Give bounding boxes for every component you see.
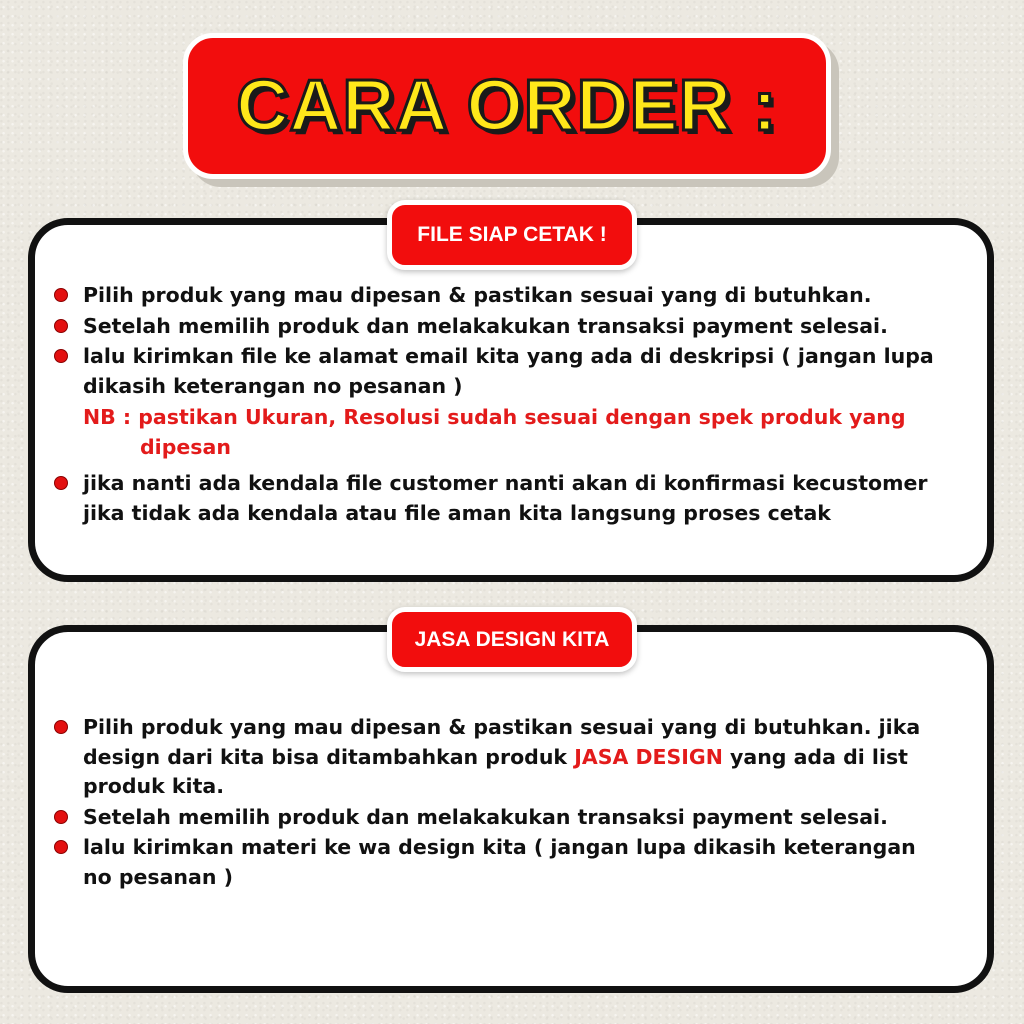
- list-item-text: produk kita.: [83, 774, 224, 798]
- list-item-text: design dari kita bisa ditambahkan produk: [83, 744, 575, 769]
- bullet-icon: [54, 288, 68, 302]
- list-item: [52, 713, 972, 802]
- list-item-text: dikasih keterangan no pesanan ): [83, 373, 463, 398]
- list-item: [52, 469, 992, 528]
- bullet-icon: [54, 720, 68, 734]
- list-item-text: Pilih produk yang mau dipesan & pastikan sesuai yang di butuhkan.: [83, 283, 872, 307]
- list-item-text: lalu kirimkan file ke alamat email kita yang ada di deskripsi ( jangan lupa: [83, 344, 934, 368]
- nb-note-text: NB : pastikan Ukuran, Resolusi sudah sesuai dengan spek produk yang: [83, 405, 906, 429]
- list-item-text: Setelah memilih produk dan melakakukan transaksi payment selesai.: [83, 313, 888, 338]
- list-item: [52, 803, 972, 833]
- page-title: CARA ORDER :: [236, 66, 778, 146]
- jasa-design-tab: JASA DESIGN KITA: [387, 607, 637, 672]
- list-item-text: yang ada di list: [722, 744, 908, 769]
- file-siap-cetak-list: [52, 281, 992, 529]
- bullet-icon: [54, 319, 68, 333]
- list-item: [52, 833, 972, 892]
- nb-note: [52, 403, 992, 462]
- jasa-design-list: [52, 713, 972, 893]
- list-item-text: jika tidak ada kendala atau file aman kita langsung proses cetak: [83, 500, 831, 525]
- bullet-icon: [54, 840, 68, 854]
- bullet-icon: [54, 810, 68, 824]
- list-item: [52, 281, 992, 311]
- list-item-text: jika nanti ada kendala file customer nanti akan di konfirmasi kecustomer: [83, 471, 928, 495]
- jasa-design-highlight: JASA DESIGN: [574, 744, 723, 769]
- list-item: [52, 342, 992, 401]
- nb-note-text: dipesan: [140, 434, 231, 459]
- list-item-text: lalu kirimkan materi ke wa design kita ( jangan lupa dikasih keterangan: [83, 835, 916, 859]
- bullet-icon: [54, 476, 68, 490]
- title-banner: [183, 33, 831, 179]
- list-item-text: no pesanan ): [83, 864, 233, 889]
- list-item-text: Pilih produk yang mau dipesan & pastikan sesuai yang di butuhkan. jika: [83, 715, 921, 739]
- file-siap-cetak-tab: FILE SIAP CETAK !: [387, 200, 637, 270]
- list-item: [52, 312, 992, 342]
- bullet-icon: [54, 349, 68, 363]
- list-item-text: Setelah memilih produk dan melakakukan transaksi payment selesai.: [83, 804, 888, 829]
